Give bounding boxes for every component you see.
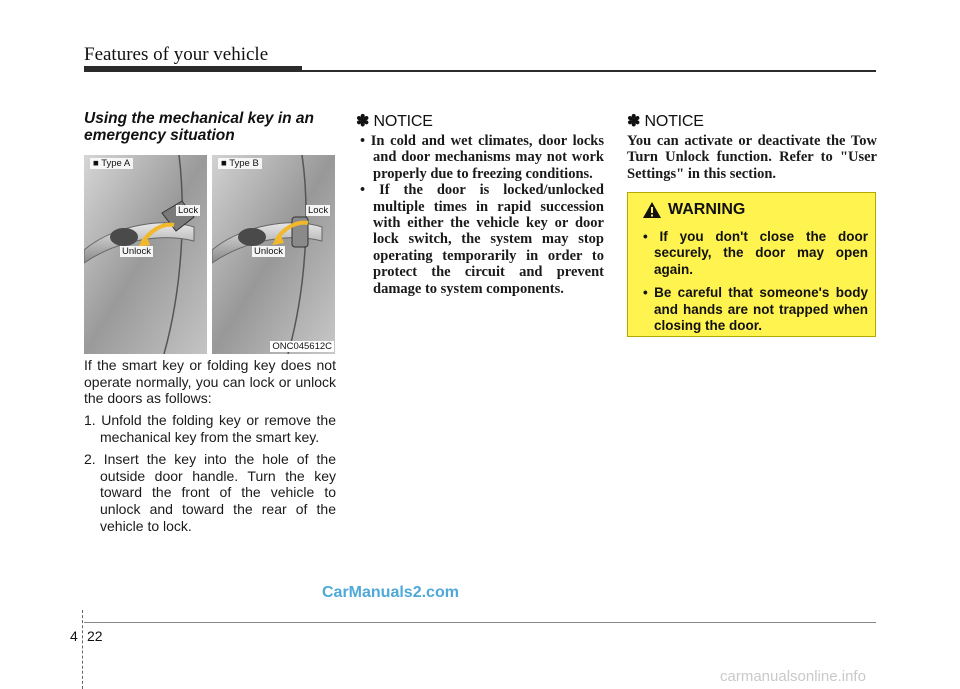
figure-code: ONC045612C bbox=[272, 341, 332, 352]
header-rule-accent bbox=[84, 66, 302, 72]
notice-list bbox=[356, 133, 604, 297]
notice-mark-icon: ✽ bbox=[356, 113, 370, 130]
notice-heading bbox=[356, 111, 433, 131]
page-number-divider bbox=[82, 610, 84, 689]
chapter-number: 4 bbox=[70, 628, 78, 644]
warning-list bbox=[640, 229, 868, 341]
notice-title: NOTICE bbox=[644, 113, 704, 130]
watermark-link[interactable]: CarManuals2.com bbox=[322, 584, 459, 601]
steps-list bbox=[84, 412, 336, 540]
footer-rule bbox=[84, 622, 876, 623]
warning-heading bbox=[642, 201, 745, 219]
notice-text: You can activate or deactivate the Tow Turn Unlock function. Refer to "User Settings" in this section. bbox=[627, 133, 877, 182]
unlock-label: Unlock bbox=[254, 246, 284, 257]
list-item: • If you don't close the door securely, the door may open again. bbox=[640, 229, 868, 278]
warning-box bbox=[627, 192, 876, 337]
door-handle-figure bbox=[84, 155, 335, 354]
page-header-title: Features of your vehicle bbox=[84, 44, 269, 65]
unlock-label: Unlock bbox=[122, 246, 152, 257]
section-heading: Using the mechanical key in an emergency situation bbox=[84, 110, 314, 144]
figure-panel-type-b bbox=[212, 155, 335, 354]
page-number: 22 bbox=[87, 628, 103, 644]
warning-triangle-icon bbox=[642, 201, 662, 219]
type-a-label: ■ Type A bbox=[90, 158, 133, 169]
footer-site-watermark: carmanualsonline.info bbox=[720, 668, 866, 685]
notice-mark-icon: ✽ bbox=[627, 113, 641, 130]
notice-title: NOTICE bbox=[373, 113, 433, 130]
list-item: • If the door is locked/unlocked multiple times in rapid succession with either the vehicle key or door lock switch, the system may stop operating temporarily in order to protect the circuit and prevent damage to system components. bbox=[356, 182, 604, 297]
lock-label: Lock bbox=[178, 205, 199, 216]
notice-heading bbox=[627, 111, 704, 131]
lock-label: Lock bbox=[308, 205, 329, 216]
warning-title: WARNING bbox=[668, 201, 746, 218]
list-item: 1. Unfold the folding key or remove the mechanical key from the smart key. bbox=[84, 412, 336, 445]
list-item: • In cold and wet climates, door locks and door mechanisms may not work properly due to freezing conditions. bbox=[356, 133, 604, 182]
list-item: • Be careful that someone's body and hands are not trapped when closing the door. bbox=[640, 285, 868, 334]
figure-panel-type-a bbox=[84, 155, 207, 354]
intro-paragraph: If the smart key or folding key does not operate normally, you can lock or unlock the doors as follows: bbox=[84, 357, 336, 407]
list-item: 2. Insert the key into the hole of the outside door handle. Turn the key toward the front of the vehicle to unlock and toward the rear of the vehicle to lock. bbox=[84, 451, 336, 534]
type-b-label: ■ Type B bbox=[218, 158, 262, 169]
